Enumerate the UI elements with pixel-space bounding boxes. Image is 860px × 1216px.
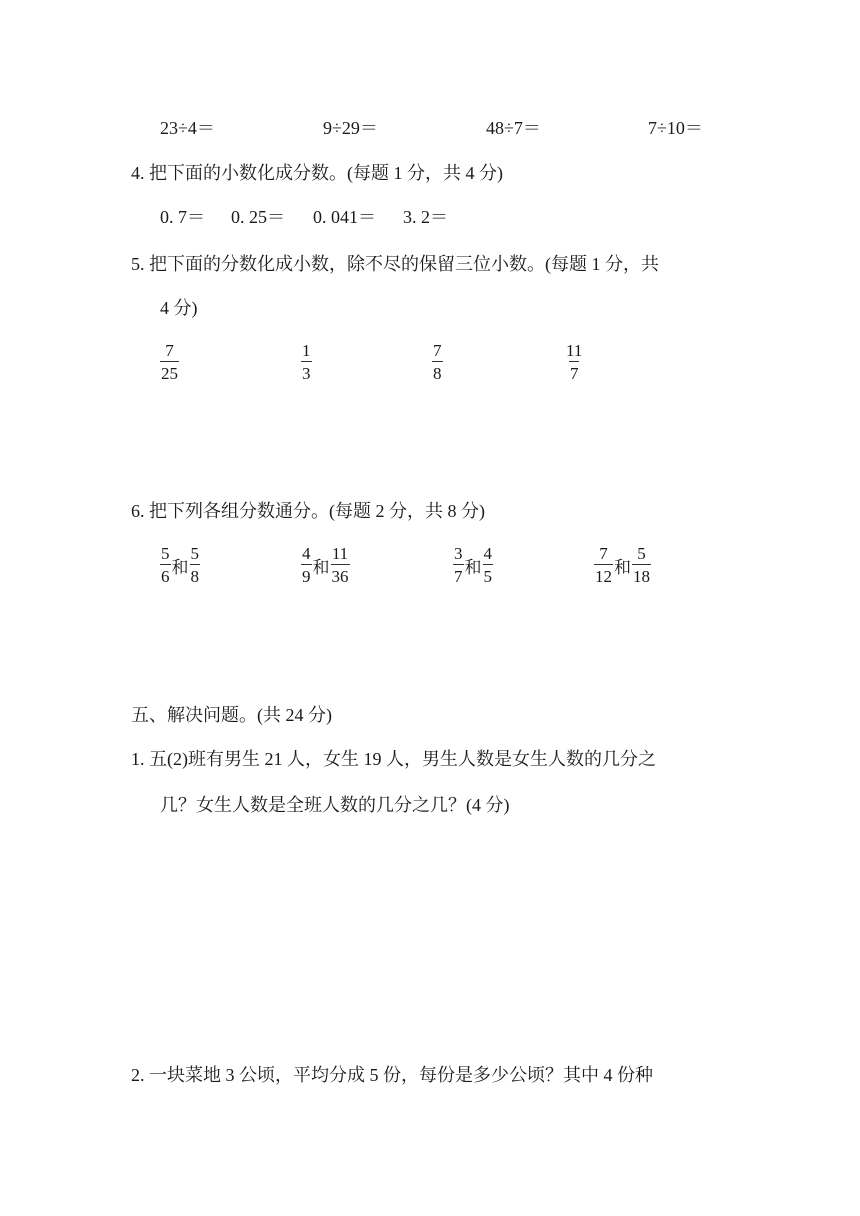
numerator: 1: [302, 341, 311, 360]
q5-fraction-1: [160, 342, 179, 382]
numerator: 4: [302, 544, 311, 563]
numerator: 7: [433, 341, 442, 360]
q5-fraction-4: [565, 342, 583, 382]
numerator: 11: [331, 544, 349, 563]
numerator: 11: [566, 341, 583, 360]
numerator: 3: [454, 544, 463, 563]
denominator: 8: [190, 564, 201, 585]
connector: 和: [312, 557, 330, 577]
q4-item-3: 0. 041＝: [313, 207, 376, 227]
fraction: [453, 545, 464, 585]
q6-pair-4: [594, 545, 651, 585]
q5-title-line1: 5. 把下面的分数化成小数，除不尽的保留三位小数。(每题 1 分，共: [131, 254, 659, 274]
q4-title: 4. 把下面的小数化成分数。(每题 1 分，共 4 分): [131, 163, 503, 183]
numerator: 7: [599, 544, 608, 563]
q5-fraction-2: [301, 342, 312, 382]
numerator: 5: [637, 544, 646, 563]
connector: 和: [464, 557, 482, 577]
fraction: [331, 545, 350, 585]
denominator: 18: [632, 564, 651, 585]
numerator: 5: [190, 544, 199, 563]
denominator: 25: [160, 361, 179, 382]
division-item-2: 9÷29＝: [323, 118, 378, 138]
denominator: 9: [301, 564, 312, 585]
fraction: [301, 545, 312, 585]
q6-pair-2: [301, 545, 350, 585]
division-item-1: 23÷4＝: [160, 118, 215, 138]
denominator: 36: [331, 564, 350, 585]
denominator: 6: [160, 564, 171, 585]
q4-item-4: 3. 2＝: [403, 207, 448, 227]
problem2-line1: 2. 一块菜地 3 公顷，平均分成 5 份，每份是多少公顷？其中 4 份种: [131, 1065, 653, 1085]
q5-fraction-3: [432, 342, 443, 382]
division-item-3: 48÷7＝: [486, 118, 541, 138]
denominator: 8: [432, 361, 443, 382]
fraction: [594, 545, 613, 585]
section5-title: 五、解决问题。(共 24 分): [131, 705, 332, 725]
division-item-4: 7÷10＝: [648, 118, 703, 138]
denominator: 3: [301, 361, 312, 382]
problem1-line1: 1. 五(2)班有男生 21 人，女生 19 人，男生人数是女生人数的几分之: [131, 749, 656, 769]
fraction: [483, 545, 494, 585]
q4-item-2: 0. 25＝: [231, 207, 285, 227]
q6-pair-1: [160, 545, 200, 585]
q6-pair-3: [453, 545, 493, 585]
problem1-line2: 几？女生人数是全班人数的几分之几？(4 分): [160, 795, 510, 815]
fraction: [632, 545, 651, 585]
denominator: 7: [453, 564, 464, 585]
numerator: 4: [483, 544, 492, 563]
connector: 和: [171, 557, 189, 577]
denominator: 12: [594, 564, 613, 585]
connector: 和: [614, 557, 631, 577]
denominator: 5: [483, 564, 494, 585]
numerator: 7: [165, 341, 174, 360]
fraction: [190, 545, 201, 585]
numerator: 5: [161, 544, 170, 563]
q4-item-1: 0. 7＝: [160, 207, 205, 227]
q6-title: 6. 把下列各组分数通分。(每题 2 分，共 8 分): [131, 501, 485, 521]
denominator: 7: [569, 361, 580, 382]
fraction: [160, 545, 171, 585]
q5-title-line2: 4 分): [160, 298, 198, 318]
